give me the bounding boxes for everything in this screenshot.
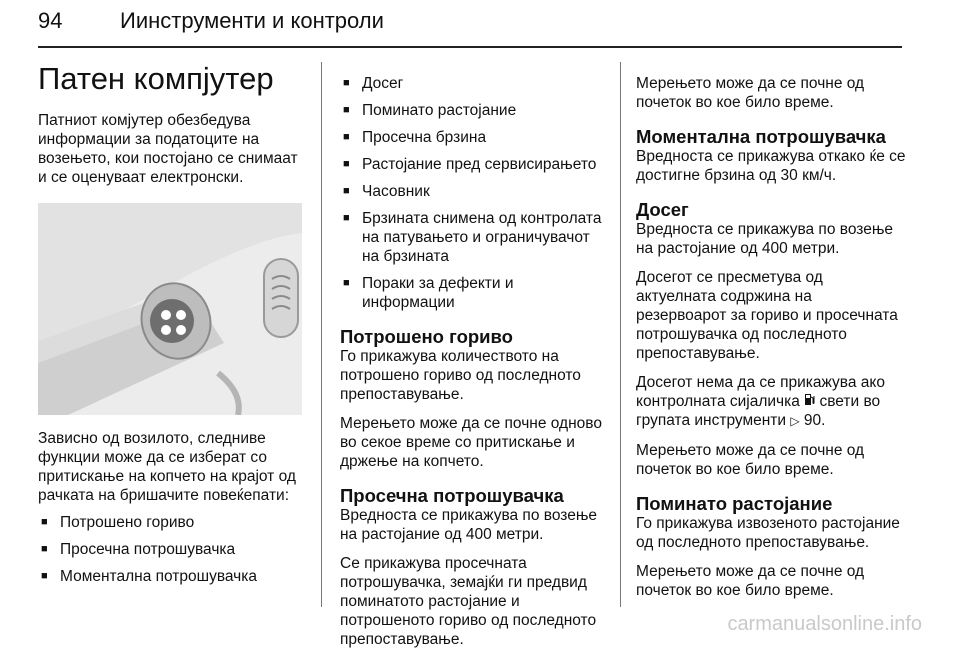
column-divider-2 — [620, 62, 621, 607]
list-item: ■ Пораки за дефекти и информации — [340, 274, 606, 312]
list-item: ■ Часовник — [340, 182, 606, 201]
wiper-lever-button-figure — [38, 203, 302, 415]
paragraph: Мерењето може да се почне од почеток во кое било време. — [636, 442, 865, 478]
header-rule — [38, 46, 902, 48]
column-2 — [340, 62, 606, 649]
section-heading-instant-consumption: Моментална потрошувачка — [636, 126, 886, 147]
paragraph: Го прикажува количеството на потрошено гориво од последното препоставување. — [340, 348, 581, 403]
paragraph: Вредноста се прикажува по возење на растојание од 400 метри. — [636, 221, 894, 257]
page-number: 94 — [38, 8, 63, 33]
list-item: ■ Просечна брзина — [340, 128, 606, 147]
paragraph: Мерењето може да се почне одново во секое време со притискање и држење на копчето. — [340, 415, 602, 470]
running-title: Иинструменти и контроли — [120, 8, 384, 33]
column-divider-1 — [321, 62, 322, 607]
paragraph: Вредноста се прикажува откако ќе се достигне брзина од 30 км/ч. — [636, 148, 906, 184]
fuel-pump-icon — [804, 392, 815, 406]
page-reference-triangle-icon: ▷ — [790, 414, 800, 428]
section-heading-average-consumption: Просечна потрошувачка — [340, 485, 564, 506]
intro-paragraph: Патниот комјутер обезбедува информации за податоците на возењето, кои постојано се снимаат и се оценуваат електронски. — [38, 112, 298, 186]
text-fragment: свети во групата инструменти — [636, 393, 881, 429]
functions-list-part2 — [340, 74, 606, 312]
paragraph-fuel-warning — [636, 373, 906, 431]
list-item: ■ Поминато растојание — [340, 101, 606, 120]
column-1 — [38, 62, 308, 594]
list-item: ■ Моментална потрошувачка — [38, 567, 308, 586]
paragraph: Досегот се пресметува од актуелната содржина на резервоарот за гориво и просечната потрошувачка од последното препоставување. — [636, 269, 898, 362]
wiper-lever-illustration — [38, 203, 302, 415]
list-item: ■ Растојание пред сервисирањето — [340, 155, 606, 174]
paragraph: Се прикажува просечната потрошувачка, земајќи ги предвид поминатото растојание и потрошеното гориво од последното препоставување. — [340, 555, 597, 648]
paragraph: Мерењето може да се почне од почеток во кое било време. — [636, 75, 865, 111]
list-item: ■ Брзината снимена од контролата на патувањето и ограничувачот на брзината — [340, 209, 606, 266]
section-heading-fuel-consumed: Потрошено гориво — [340, 326, 513, 347]
list-item: ■ Досег — [340, 74, 606, 93]
watermark-link[interactable]: carmanualsonline.info — [727, 613, 922, 635]
list-item: ■ Просечна потрошувачка — [38, 540, 308, 559]
page-reference-link[interactable]: 90. — [803, 412, 826, 429]
functions-intro: Зависно од возилото, следниве функции може да се изберат со притискање на копчето на крајот од рачката на бришачите повеќепати: — [38, 430, 296, 504]
column-3 — [636, 62, 906, 600]
page-title: Патен компјутер — [38, 61, 274, 96]
functions-list-part1 — [38, 513, 308, 586]
paragraph: Мерењето може да се почне од почеток во кое било време. — [636, 563, 865, 599]
list-item: ■ Потрошено гориво — [38, 513, 308, 532]
section-heading-range: Досег — [636, 199, 689, 220]
paragraph: Вредноста се прикажува по возење на растојание од 400 метри. — [340, 507, 598, 543]
text-fragment: Досегот нема да се прикажува ако контролната сијаличка — [636, 374, 885, 410]
paragraph: Го прикажува извозеното растојание од последното препоставување. — [636, 515, 900, 551]
section-heading-distance-travelled: Поминато растојание — [636, 493, 833, 514]
